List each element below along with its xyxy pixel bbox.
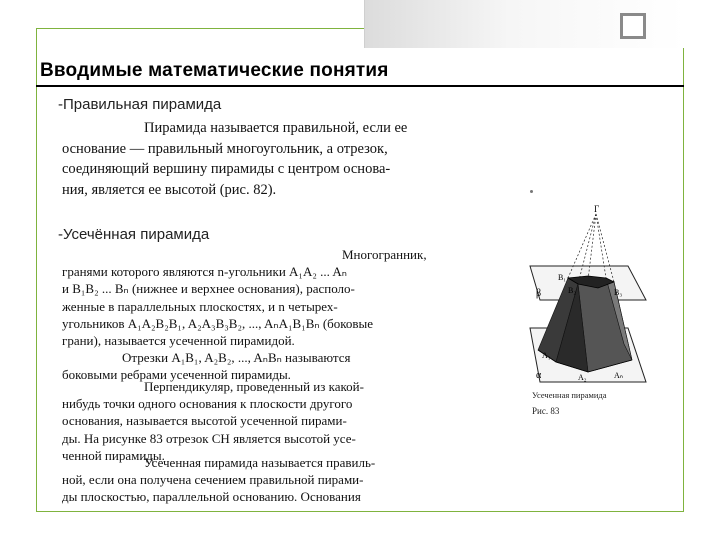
definition-regular-truncated	[62, 454, 375, 506]
text-line: гранями которого являются n-угольники A₁A₂ ... Aₙ	[62, 264, 347, 280]
definition-regular-pyramid	[62, 118, 407, 200]
text-line: угольников A₁A₂B₂B₁, A₂A₃B₃B₂, ..., AₙA₁B₁Bₙ (боковые	[62, 315, 374, 331]
text-line: основания, называется высотой усеченной пирами-	[62, 413, 347, 429]
label-a2: A₂	[578, 373, 587, 382]
text-line: ды плоскостью, параллельной основанию. Основания	[62, 489, 361, 505]
text-line: Пирамида называется правильной, если ее	[144, 120, 408, 136]
figure-number: Рис. 83	[532, 406, 560, 416]
text-line: грани), называется усеченной пирамидой.	[62, 333, 295, 349]
text-line: основание — правильный многоугольник, а отрезок,	[62, 140, 388, 157]
bullet-truncated-pyramid: -Усечённая пирамида	[58, 226, 210, 243]
text-line: соединяющий вершину пирамиды с центром основа-	[62, 161, 391, 177]
text-line: ния, является ее высотой (рис. 82).	[62, 181, 277, 198]
text-line: ной, если она получена сечением правильной пирами-	[62, 472, 364, 488]
square-decoration-icon	[620, 13, 646, 39]
text-line: женные в параллельных плоскостях, и n четырех-	[62, 298, 338, 314]
title-underline	[36, 85, 684, 87]
text-line: и B₁B₂ ... Bₙ (нижнее и верхнее основания), располо-	[62, 281, 355, 297]
text-line: Перпендикуляр, проведенный из какой-	[144, 379, 364, 394]
definition-height	[62, 378, 364, 464]
text-line: Усеченная пирамида называется правиль-	[144, 455, 376, 470]
label-a1: A₁	[542, 351, 551, 360]
definition-truncated-pyramid	[62, 246, 427, 384]
text-line: ченной пирамиды.	[62, 447, 165, 463]
label-alpha: α	[536, 370, 542, 381]
label-b1: B₁	[558, 273, 567, 282]
text-line: нибудь точки одного основания к плоскости другого	[62, 396, 353, 412]
bullet-regular-pyramid: -Правильная пирамида	[58, 96, 222, 113]
label-apex: Г	[594, 204, 600, 214]
text-line: Отрезки A₁B₁, A₂B₂, ..., AₙBₙ называются	[122, 350, 351, 366]
label-beta: β	[536, 288, 542, 299]
label-an: Aₙ	[614, 371, 623, 380]
scan-artifact	[530, 190, 533, 193]
label-b2: B₂	[568, 286, 577, 295]
text-line: ды. На рисунке 83 отрезок CH является высотой усе-	[62, 430, 356, 446]
label-b3: B₃	[614, 288, 623, 297]
figure-caption: Усеченная пирамида	[532, 390, 607, 400]
slide-title: Вводимые математические понятия	[40, 60, 389, 81]
text-line: Многогранник,	[342, 247, 427, 262]
text-line: боковыми ребрами усеченной пирамиды.	[62, 367, 291, 383]
